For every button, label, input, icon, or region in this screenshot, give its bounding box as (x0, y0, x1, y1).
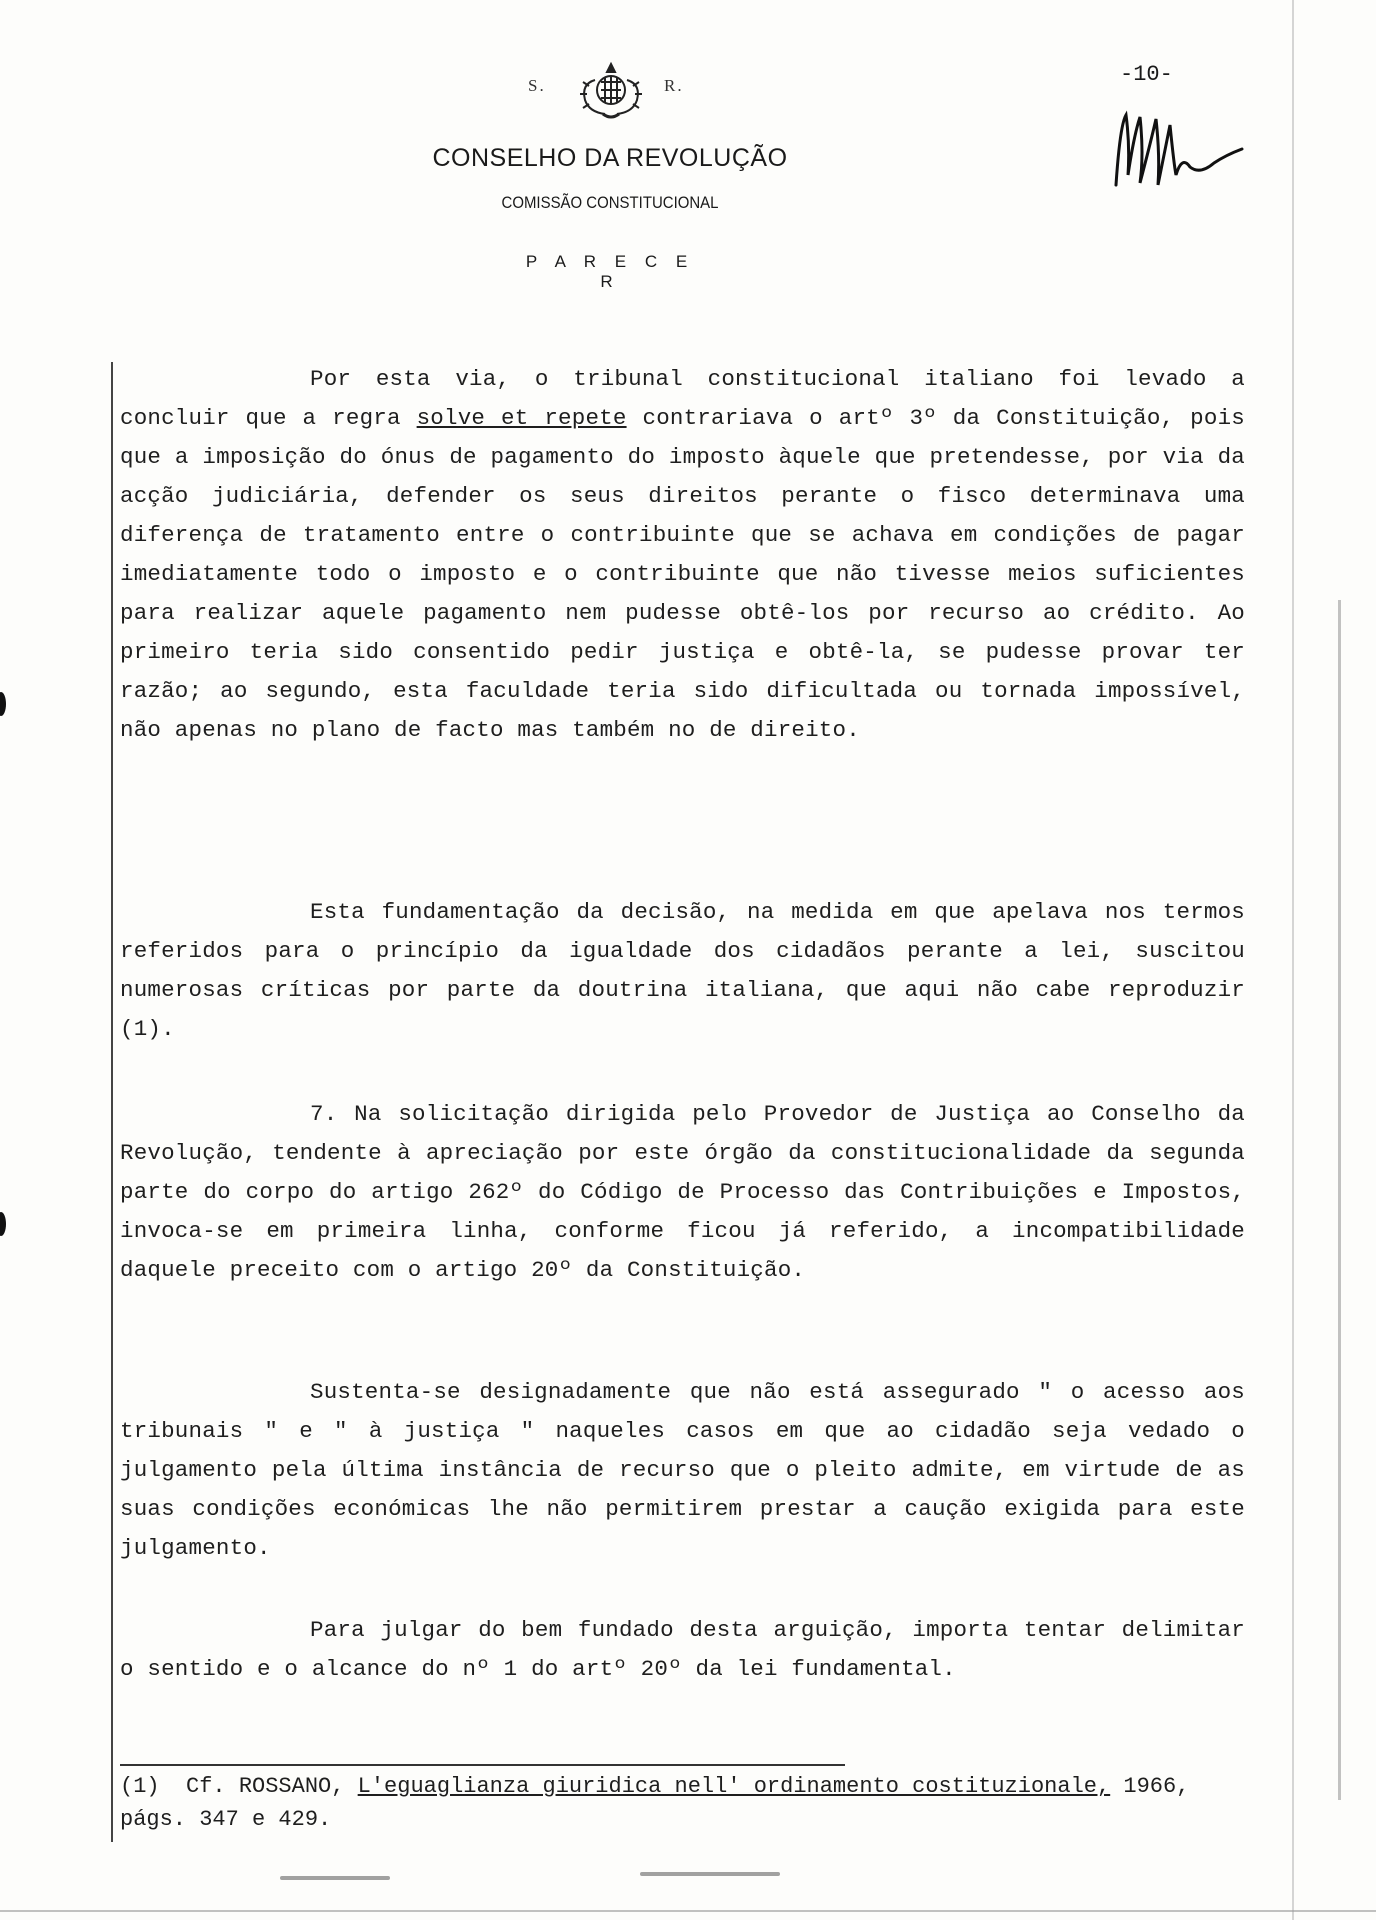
scan-edge-line (1292, 0, 1294, 1920)
paragraph-4 (120, 1373, 1245, 1568)
paragraph-5 (120, 1611, 1245, 1689)
initial-right: R. (664, 76, 684, 95)
punch-hole-mark (0, 692, 6, 716)
margin-rule (111, 362, 113, 1842)
handwritten-signature-icon (1110, 105, 1250, 200)
footnote-author: Cf. ROSSANO, (186, 1774, 345, 1799)
footnote-rule (120, 1764, 845, 1766)
footnote (120, 1770, 1200, 1836)
paragraph-3 (120, 1095, 1245, 1290)
scan-smudge (640, 1872, 780, 1876)
document-type-heading: P A R E C E R (525, 252, 695, 291)
punch-hole-mark (0, 1212, 6, 1236)
p4-text: Sustenta-se designadamente que não está assegurado " o acesso aos tribunais " e " à justiça " naqueles casos em que ao cidadão seja vedado o julgamento pela última instância de recurso que o pleito admite, em virtude de as suas condições económicas lhe não permitirem prestar a caução exigida para este julgamento. (120, 1379, 1245, 1561)
footnote-marker: (1) (120, 1774, 160, 1799)
p1-text-after: contrariava o artº 3º da Constituição, pois que a imposição do ónus de pagamento do imposto àquele que pretendesse, por via da acção judiciária, defender os seus direitos perante o fisco determinava uma diferença de tratamento entre o contribuinte que se achava em condições de pagar imediatamente todo o imposto e o contribuinte que não tivesse meios suficientes para realizar aquele pagamento nem pudesse obtê-los por recurso ao crédito. Ao primeiro teria sido consentido pedir justiça e obtê-la, se pudesse provar ter razão; ao segundo, esta faculdade teria sido dificultada ou tornada impossível, não apenas no plano de facto mas também no de direito. (120, 405, 1245, 743)
p1-text-before: Por esta via, o tribunal constitucional italiano foi levado a concluir que a regra (120, 366, 1245, 431)
initial-left: S. (528, 76, 546, 95)
p3-text: 7. Na solicitação dirigida pelo Provedor de Justiça ao Conselho da Revolução, tendente à apreciação por este órgão da constitucionalidade da segunda parte do corpo do artigo 262º do Código de Processo das Contribuições e Impostos, invoca-se em primeira linha, conforme ficou já referido, a incompatibilidade daquele preceito com o artigo 20º da Constituição. (120, 1101, 1245, 1283)
page-number: -10- (1120, 62, 1173, 87)
paragraph-1 (120, 360, 1245, 750)
council-title: CONSELHO DA REVOLUÇÃO (432, 144, 788, 172)
footnote-citation: 1966, págs. 347 e 429. (120, 1774, 1190, 1832)
scan-bottom-edge (0, 1910, 1376, 1912)
coat-of-arms-emblem-icon (575, 60, 647, 122)
paragraph-2 (120, 893, 1245, 1049)
footnote-work-title: L'eguaglianza giuridica nell' ordinamento costituzionale, (357, 1774, 1111, 1799)
scan-smudge (280, 1876, 390, 1880)
p2-text: Esta fundamentação da decisão, na medida em que apelava nos termos referidos para o princípio da igualdade dos cidadãos perante a lei, suscitou numerosas críticas por parte da doutrina italiana, que aqui não cabe reproduzir (1). (120, 899, 1245, 1042)
p5-text: Para julgar do bem fundado desta arguição, importa tentar delimitar o sentido e o alcance do nº 1 do artº 20º da lei fundamental. (120, 1617, 1245, 1682)
commission-subtitle: COMISSÃO CONSTITUCIONAL (501, 193, 719, 212)
scan-edge-line-2 (1338, 600, 1341, 1800)
p1-latin-term: solve et repete (416, 405, 627, 431)
